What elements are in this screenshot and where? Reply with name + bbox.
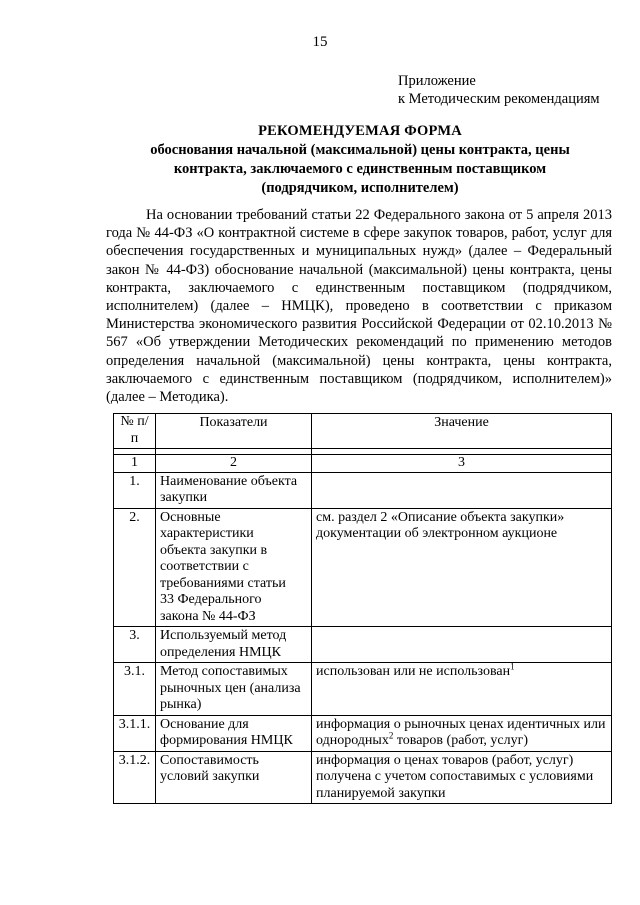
table-row (114, 715, 612, 751)
table-row (114, 627, 612, 663)
row-num: 2. (114, 508, 156, 627)
footnote-marker: 1 (510, 661, 515, 672)
page-number: 15 (312, 34, 328, 50)
row-num: 3.1.2. (114, 751, 156, 804)
appendix-line-2: к Методическим рекомендациям (398, 91, 600, 107)
intro-paragraph: На основании требований статьи 22 Федерального закона от 5 апреля 2013 года № 44-ФЗ «О контрактной системе в сфере закупок товаров, работ, услуг для обеспечения государственных и муниципальных нужд» (далее – Федеральный закон № 44-ФЗ) обоснование начальной (максимальной) цены контракта, цены контракта, заключаемого с единственным поставщиком (подрядчиком, исполнителем) (далее – НМЦК), проведено в соответствии с приказом Министерства экономического развития Российской Федерации от 02.10.2013 № 567 «Об утверждении Методических рекомендаций по применению методов определения начальной (максимальной) цены контракта, цены контракта, заключаемого с единственным поставщиком (подрядчиком, исполнителем)» (далее – Методика). (106, 207, 612, 406)
row-value: информация о ценах товаров (работ, услуг) получена с учетом сопоставимых с условиями планируемой закупки (312, 751, 612, 804)
appendix-note (398, 72, 628, 108)
form-heading (100, 122, 620, 198)
row-indicator: Наименование объекта закупки (156, 472, 312, 508)
row-indicator: Основные характеристики объекта закупки в соответствии с требованиями статьи 33 Федерального закона № 44-ФЗ (156, 508, 312, 627)
row-num: 3. (114, 627, 156, 663)
table-header-row (114, 414, 612, 449)
row-indicator: Используемый метод определения НМЦК (156, 627, 312, 663)
table-row (114, 472, 612, 508)
row-value (312, 663, 612, 716)
form-subtitle-line-1: обоснования начальной (максимальной) цены контракта, цены (150, 142, 570, 158)
footnote-marker: 2 (388, 730, 394, 741)
appendix-line-1: Приложение (398, 73, 476, 89)
table-row (114, 508, 612, 627)
row-num: 3.1.1. (114, 715, 156, 751)
header-indicator: Показатели (156, 414, 312, 449)
row-num: 1. (114, 472, 156, 508)
row-value (312, 715, 612, 751)
row-value (312, 627, 612, 663)
row-num: 3.1. (114, 663, 156, 716)
form-subtitle-line-2: контракта, заключаемого с единственным поставщиком (173, 161, 547, 177)
column-number-1: 1 (114, 455, 156, 473)
nmck-table (113, 413, 612, 804)
row-indicator: Сопоставимость условий закупки (156, 751, 312, 804)
form-subtitle-line-3: (подрядчиком, исполнителем) (261, 180, 459, 196)
header-value: Значение (312, 414, 612, 449)
row-value (312, 472, 612, 508)
column-number-2: 2 (156, 455, 312, 473)
column-number-3: 3 (312, 455, 612, 473)
row-value-text: информация о рыночных ценах идентичных или однородных (316, 716, 606, 748)
table-row (114, 663, 612, 716)
row-value-text: использован или не использован (316, 664, 511, 679)
column-number-row (114, 455, 612, 473)
row-value-text-continued: товаров (работ, услуг) (393, 733, 529, 748)
row-value: см. раздел 2 «Описание объекта закупки» документации об электронном аукционе (312, 508, 612, 627)
row-indicator: Основание для формирования НМЦК (156, 715, 312, 751)
table-row (114, 751, 612, 804)
form-title: РЕКОМЕНДУЕМАЯ ФОРМА (258, 123, 462, 139)
header-num: № п/п (114, 414, 156, 449)
row-indicator: Метод сопоставимых рыночных цен (анализа рынка) (156, 663, 312, 716)
